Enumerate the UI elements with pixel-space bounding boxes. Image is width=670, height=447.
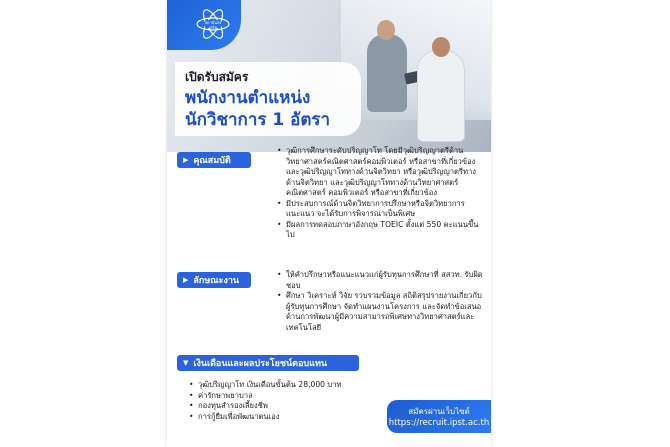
apply-website-box[interactable]	[387, 400, 491, 433]
list-item: • การกู้ยืมเพื่อพัฒนาตนเอง	[189, 412, 379, 423]
person-head	[432, 37, 450, 57]
title-open-recruitment: เปิดรับสมัคร	[185, 70, 249, 84]
person-figure	[417, 50, 465, 142]
salary-benefits-list	[189, 380, 379, 422]
person-figure	[367, 34, 407, 112]
title-job: นักวิชาการ 1 อัตรา	[185, 110, 331, 130]
list-item: • กองทุนสำรองเลี้ยงชีพ	[189, 401, 379, 412]
section-label: คุณสมบัติ	[193, 156, 231, 166]
section-job-description-header	[177, 272, 251, 288]
section-label: เงินเดือนและผลประโยชน์ตอบแทน	[193, 359, 328, 369]
play-icon: ▶	[183, 156, 189, 164]
list-item: • มีประสบการณ์ด้านจิตวิทยาการปรึกษาหรือจิตวิทยาการแนะแนว จะได้รับการพิจารณาเป็นพิเศษ	[277, 199, 485, 220]
list-item: • ให้คำปรึกษาหรือแนะแนวแก่ผู้รับทุนการศึกษาที่ สสวท. รับผิดชอบ	[277, 270, 485, 291]
window-light	[341, 0, 491, 120]
logo-band	[167, 0, 241, 50]
title-position: พนักงานตำแหน่ง	[185, 88, 311, 108]
person-head	[377, 20, 395, 40]
apply-label: สมัครผ่านเว็บไซต์	[408, 407, 470, 416]
list-item: • ศึกษา วิเคราะห์ วิจัย รวบรวมข้อมูล สถิติสรุปรายงานเกี่ยวกับผู้รับทุนการศึกษา จัดทำแผนงานโครงการ และจัดทำข้อเสนอด้านการพัฒนาผู้มีความสามารถพิเศษทางวิทยาศาสตร์และเทคโนโลยี	[277, 291, 485, 333]
list-item: • วุฒิปริญญาโท เงินเดือนขั้นต้น 28,000 บาท	[189, 380, 379, 391]
apply-url-link[interactable]: https://recruit.ipst.ac.th	[388, 418, 490, 428]
logo-text: สถาบันส่งเสริม	[204, 20, 222, 30]
play-icon: ▶	[183, 276, 189, 284]
job-description-list	[277, 270, 485, 333]
title-box	[175, 62, 361, 136]
triangle-down-icon: ▼	[183, 359, 189, 367]
list-item: • มีผลการทดสอบภาษาอังกฤษ TOEIC ตั้งแต่ 550 คะแนนขึ้นไป	[277, 220, 485, 241]
section-salary-header	[177, 355, 359, 371]
list-item: • วุฒิการศึกษาระดับปริญญาโท โดยมีวุฒิปริญญาตรีด้านวิทยาศาสตร์คณิตศาสตร์คอมพิวเตอร์ หรือสาขาที่เกี่ยวข้อง และวุฒิปริญญาโททางด้านจิตวิทยา หรือวุฒิปริญญาตรีทางด้านจิตวิทยา และวุฒิปริญญาโททางด้านวิทยาศาสตร์ คณิตศาสตร์ คอมพิวเตอร์ หรือสาขาที่เกี่ยวข้อง	[277, 146, 485, 199]
section-qualifications-header	[177, 152, 251, 168]
job-poster	[167, 0, 491, 447]
list-item: • ค่ารักษาพยาบาล	[189, 391, 379, 402]
section-label: ลักษณะงาน	[193, 276, 240, 286]
qualifications-list	[277, 146, 485, 241]
